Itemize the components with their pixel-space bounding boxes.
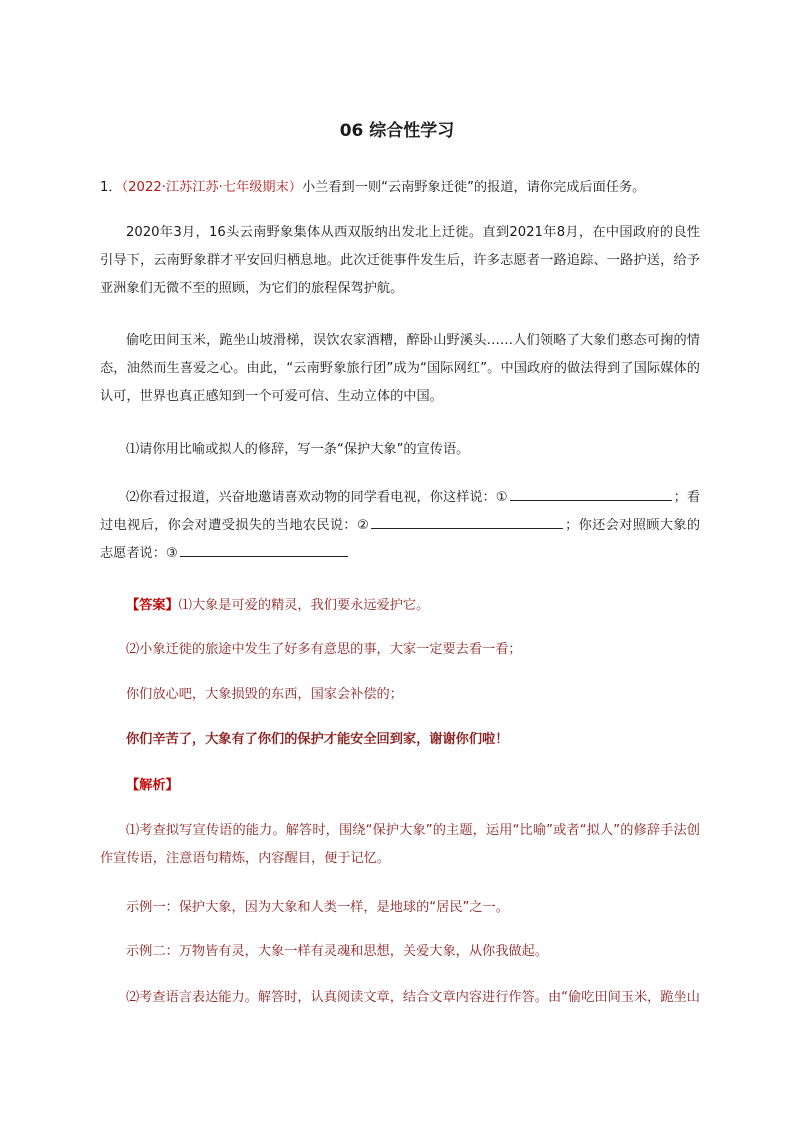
question-stem: 小兰看到一则“云南野象迁徙”的报道，请你完成后面任务。 <box>302 180 646 195</box>
passage-paragraph-1: 2020年3月，16头云南野象集体从西双版纳出发北上迁徙。直到2021年8月，在中国政府的良性引导下，云南野象群才平安回归栖息地。此次迁徙事件发生后，许多志愿者一路追踪、一路护送，给予亚洲象们无微不至的照顾，为它们的旅程保驾护航。 <box>100 225 700 296</box>
answer-2-line-2: 你们放心吧，大象损毁的东西，国家会补偿的； <box>126 687 403 702</box>
analysis-2: ⑵考查语言表达能力。解答时，认真阅读文章，结合文章内容进行作答。由“偷吃田间玉米，跪坐山 <box>126 990 700 1005</box>
page-title: 06 综合性学习 <box>339 121 455 141</box>
task-1: ⑴请你用比喻或拟人的修辞，写一条“保护大象”的宣传语。 <box>126 442 470 457</box>
answer-tag: 【答案】 <box>126 598 179 613</box>
task-2-part-a: ⑵你看过报道，兴奋地邀请喜欢动物的同学看电视，你这样说：① <box>126 490 508 505</box>
task-2-part-c: ；你还会对照顾大象的志愿者说：③ <box>100 518 701 561</box>
question-number: 1． <box>100 180 122 195</box>
task-2 <box>100 484 700 568</box>
task-2-part-b: ；看过电视后，你会对遭受损失的当地农民说：② <box>100 490 701 533</box>
analysis-1: ⑴考查拟写宣传语的能力。解答时，围绕“保护大象”的主题，运用“比喻”或者“拟人”的修辞手法创作宣传语，注意语句精炼，内容醒目，便于记忆。 <box>100 823 700 866</box>
answer-blank-2[interactable] <box>371 514 563 529</box>
question-1 <box>100 174 700 202</box>
analysis-tag: 【解析】 <box>126 778 179 793</box>
answer-blank-3[interactable] <box>180 542 348 557</box>
question-source: （2022·江苏江苏·七年级期末） <box>121 180 302 195</box>
example-2: 示例二：万物皆有灵，大象一样有灵魂和思想，关爱大象，从你我做起。 <box>126 944 548 959</box>
analysis-heading <box>100 772 700 800</box>
passage-paragraph-2: 偷吃田间玉米，跪坐山坡滑梯，误饮农家酒糟，醉卧山野溪头……人们领略了大象们憨态可掬的情态，油然而生喜爱之心。由此，“云南野象旅行团”成为“国际网红”。中国政府的做法得到了国际媒体的认可，世界也真正感知到一个可爱可信、生动立体的中国。 <box>100 333 700 404</box>
example-1: 示例一：保护大象，因为大象和人类一样，是地球的“居民”之一。 <box>126 900 509 915</box>
answer-line-1 <box>100 592 700 620</box>
answer-2-line-1: ⑵小象迁徙的旅途中发生了好多有意思的事，大家一定要去看一看； <box>126 642 522 657</box>
answer-blank-1[interactable] <box>510 486 672 501</box>
answer-1: ⑴大象是可爱的精灵，我们要永远爱护它。 <box>178 598 430 613</box>
answer-2-line-3: 你们辛苦了，大象有了你们的保护才能安全回到家，谢谢你们啦！ <box>126 732 509 747</box>
